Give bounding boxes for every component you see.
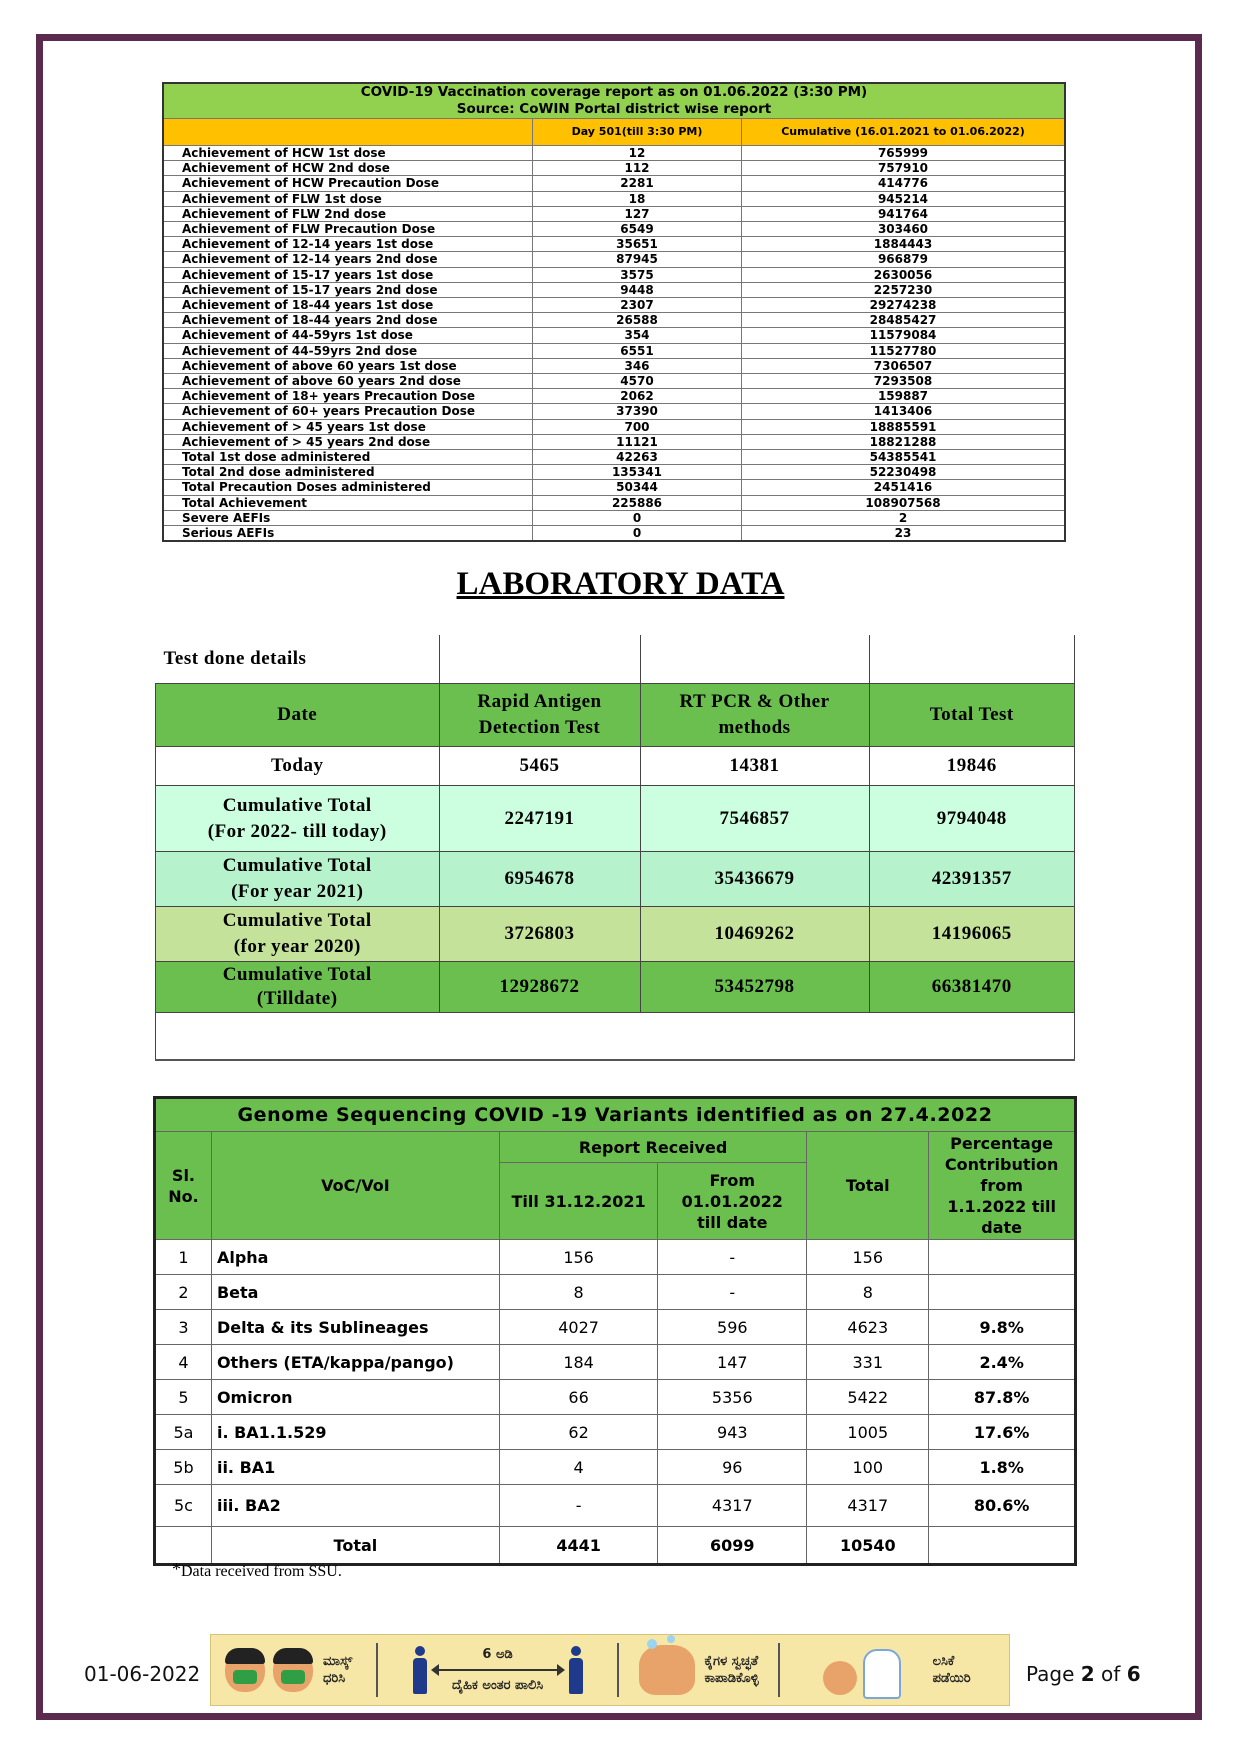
mask-text-line1: ಮಾಸ್ಕ್ — [323, 1654, 353, 1669]
genome-row-till: 4 — [499, 1450, 657, 1485]
vaccination-row-cumulative: 23 — [742, 526, 1066, 542]
lab-row-today — [156, 747, 1075, 786]
vaccination-row-label: Serious AEFIs — [163, 526, 533, 542]
data-source-note — [172, 1559, 342, 1584]
genome-row-pct: 9.8% — [929, 1310, 1076, 1345]
vaccine-text-line1: ಲಸಿಕೆ — [932, 1654, 955, 1669]
footer-page-of: of — [1094, 1662, 1127, 1686]
table-row — [163, 161, 1065, 176]
lab-row-label-line2: (For year 2021) — [231, 881, 364, 902]
vaccination-row-day: 37390 — [533, 404, 742, 419]
handwash-text-line2: ಕಾಪಾಡಿಕೊಳ್ಳಿ — [704, 1671, 759, 1686]
genome-row-name: iii. BA2 — [211, 1485, 499, 1527]
genome-header-from — [658, 1163, 807, 1240]
double-arrow-icon — [433, 1669, 563, 1671]
lab-row-rapid: 5465 — [439, 747, 640, 786]
vaccination-row-cumulative: 2451416 — [742, 480, 1066, 495]
lab-header-rapid-line1: Rapid Antigen — [477, 691, 602, 712]
footer-page-number — [1026, 1662, 1141, 1686]
table-row — [155, 1450, 1076, 1485]
vaccination-row-day: 0 — [533, 526, 742, 542]
genome-row-name: Alpha — [211, 1240, 499, 1275]
lab-row-rapid: 3726803 — [439, 907, 640, 962]
lab-row-rapid: 6954678 — [439, 852, 640, 907]
person-icon — [413, 1646, 427, 1694]
genome-rows — [155, 1240, 1076, 1527]
vaccination-row-label: Achievement of 15-17 years 2nd dose — [163, 282, 533, 297]
table-row — [163, 465, 1065, 480]
vaccination-row-label: Achievement of above 60 years 2nd dose — [163, 374, 533, 389]
masked-face-icon — [273, 1648, 313, 1692]
table-row — [163, 298, 1065, 313]
lab-row-total: 42391357 — [869, 852, 1075, 907]
genome-row-from: 596 — [658, 1310, 807, 1345]
genome-row-till: - — [499, 1485, 657, 1527]
vaccination-row-day: 0 — [533, 510, 742, 525]
vaccination-row-day: 700 — [533, 419, 742, 434]
lab-row-label-line2: (Tilldate) — [256, 988, 338, 1009]
genome-row-pct: 17.6% — [929, 1415, 1076, 1450]
lab-row-rtpcr: 7546857 — [640, 786, 869, 852]
table-row — [163, 510, 1065, 525]
table-row — [163, 313, 1065, 328]
vaccination-row-day: 42263 — [533, 450, 742, 465]
genome-total-total: 10540 — [807, 1527, 929, 1565]
vaccination-header-row — [163, 119, 1065, 146]
table-row — [163, 419, 1065, 434]
vaccination-row-label: Achievement of > 45 years 1st dose — [163, 419, 533, 434]
vaccination-row-day: 35651 — [533, 237, 742, 252]
vaccination-row-label: Achievement of 60+ years Precaution Dose — [163, 404, 533, 419]
vaccination-row-day: 4570 — [533, 374, 742, 389]
vaccination-row-day: 135341 — [533, 465, 742, 480]
mask-text — [323, 1653, 352, 1687]
vaccination-row-day: 18 — [533, 191, 742, 206]
vaccination-row-label: Achievement of HCW 1st dose — [163, 146, 533, 161]
table-row — [163, 328, 1065, 343]
genome-row-total: 5422 — [807, 1380, 929, 1415]
table-row — [163, 495, 1065, 510]
genome-row-sl: 2 — [155, 1275, 212, 1310]
lab-header-rapid — [439, 684, 640, 747]
vaccination-row-label: Achievement of FLW Precaution Dose — [163, 222, 533, 237]
table-row — [163, 191, 1065, 206]
vaccination-row-label: Achievement of HCW Precaution Dose — [163, 176, 533, 191]
lab-row-label — [156, 786, 440, 852]
lab-blank-cell — [156, 1013, 1075, 1061]
lab-row-2022 — [156, 786, 1075, 852]
genome-header-pct-line5: date — [981, 1218, 1023, 1237]
vaccination-row-label: Achievement of 44-59yrs 2nd dose — [163, 343, 533, 358]
genome-row-sl: 5 — [155, 1380, 212, 1415]
genome-row-total: 331 — [807, 1345, 929, 1380]
masked-face-icon — [225, 1648, 265, 1692]
vaccination-row-day: 225886 — [533, 495, 742, 510]
handwash-icon — [639, 1645, 695, 1695]
genome-row-name: ii. BA1 — [211, 1450, 499, 1485]
table-row — [155, 1275, 1076, 1310]
genome-table — [153, 1096, 1077, 1566]
laboratory-heading-text: LABORATORY DATA — [456, 566, 785, 602]
genome-row-from: 943 — [658, 1415, 807, 1450]
lab-blank-row — [156, 1013, 1075, 1061]
genome-row-till: 4027 — [499, 1310, 657, 1345]
table-row — [163, 206, 1065, 221]
vaccination-row-cumulative: 966879 — [742, 252, 1066, 267]
vaccination-row-cumulative: 7293508 — [742, 374, 1066, 389]
vaccination-row-label: Total 2nd dose administered — [163, 465, 533, 480]
distance-bottom-text: ದೈಹಿಕ ಅಂತರ ಪಾಲಿಸಿ — [452, 1678, 544, 1693]
handwash-segment — [619, 1635, 778, 1705]
genome-row-name: Delta & its Sublineages — [211, 1310, 499, 1345]
genome-header-sl-line2: No. — [168, 1186, 199, 1206]
lab-row-rtpcr: 14381 — [640, 747, 869, 786]
genome-row-name: i. BA1.1.529 — [211, 1415, 499, 1450]
footer-page-total: 6 — [1126, 1662, 1141, 1686]
lab-row-tilldate — [156, 962, 1075, 1013]
lab-row-2021 — [156, 852, 1075, 907]
laboratory-table — [155, 635, 1075, 1061]
vaccination-row-cumulative: 52230498 — [742, 465, 1066, 480]
genome-title: Genome Sequencing COVID -19 Variants identified as on 27.4.2022 — [155, 1098, 1076, 1132]
vaccination-row-cumulative: 7306507 — [742, 358, 1066, 373]
genome-row-total: 4623 — [807, 1310, 929, 1345]
genome-total-from: 6099 — [658, 1527, 807, 1565]
lab-row-label-line2: (For 2022- till today) — [207, 820, 387, 842]
lab-row-rtpcr: 35436679 — [640, 852, 869, 907]
genome-row-name: Beta — [211, 1275, 499, 1310]
genome-header-pct — [929, 1132, 1076, 1240]
lab-caption: Test done details — [156, 635, 440, 684]
lab-row-total: 14196065 — [869, 907, 1075, 962]
genome-total-label: Total — [211, 1527, 499, 1565]
genome-row-total: 1005 — [807, 1415, 929, 1450]
lab-row-label — [156, 907, 440, 962]
table-row — [163, 267, 1065, 282]
genome-header-sl — [155, 1132, 212, 1240]
table-row — [163, 146, 1065, 161]
lab-row-rapid: 12928672 — [439, 962, 640, 1013]
vaccination-row-cumulative: 945214 — [742, 191, 1066, 206]
lab-row-label-line1: Cumulative Total — [222, 855, 372, 876]
genome-header-from-line3: till date — [697, 1212, 768, 1232]
vaccination-row-cumulative: 414776 — [742, 176, 1066, 191]
lab-header-rtpcr — [640, 684, 869, 747]
genome-row-pct — [929, 1275, 1076, 1310]
vaccination-row-cumulative: 1884443 — [742, 237, 1066, 252]
genome-row-from: 4317 — [658, 1485, 807, 1527]
lab-header-rapid-line2: Detection Test — [478, 717, 601, 738]
vaccination-col-cumulative: Cumulative (16.01.2021 to 01.06.2022) — [742, 119, 1066, 146]
table-row — [155, 1415, 1076, 1450]
vaccination-title-row — [163, 83, 1065, 119]
vaccination-row-label: Achievement of above 60 years 1st dose — [163, 358, 533, 373]
lab-row-label-line1: Cumulative Total — [222, 794, 372, 816]
genome-row-name: Others (ETA/kappa/pango) — [211, 1345, 499, 1380]
note-star: * — [172, 1559, 181, 1579]
genome-header-from-line1: From — [709, 1170, 756, 1190]
vaccination-row-cumulative: 941764 — [742, 206, 1066, 221]
genome-title-row — [155, 1098, 1076, 1132]
vaccination-col-day: Day 501(till 3:30 PM) — [533, 119, 742, 146]
mask-text-line2: ಧರಿಸಿ — [323, 1671, 346, 1686]
vaccination-row-day: 112 — [533, 161, 742, 176]
genome-row-sl: 5a — [155, 1415, 212, 1450]
vaccination-row-day: 2307 — [533, 298, 742, 313]
genome-row-from: 5356 — [658, 1380, 807, 1415]
vaccination-row-day: 87945 — [533, 252, 742, 267]
vaccination-row-label: Achievement of 44-59yrs 1st dose — [163, 328, 533, 343]
lab-caption-blank-2 — [640, 635, 869, 684]
table-row — [163, 480, 1065, 495]
vaccination-title-line2: Source: CoWIN Portal district wise report — [456, 101, 772, 117]
genome-row-from: - — [658, 1240, 807, 1275]
vaccination-row-label: Achievement of 15-17 years 1st dose — [163, 267, 533, 282]
genome-header-pct-line4: 1.1.2022 till — [947, 1197, 1056, 1216]
genome-total-row — [155, 1527, 1076, 1565]
vaccination-row-day: 2062 — [533, 389, 742, 404]
vaccination-row-day: 354 — [533, 328, 742, 343]
genome-row-sl: 5b — [155, 1450, 212, 1485]
genome-header-pct-line1: Percentage — [950, 1134, 1054, 1153]
distance-segment — [378, 1635, 617, 1705]
vaccination-row-label: Achievement of 12-14 years 2nd dose — [163, 252, 533, 267]
vaccination-row-label: Achievement of 12-14 years 1st dose — [163, 237, 533, 252]
table-row — [155, 1485, 1076, 1527]
vaccination-row-day: 26588 — [533, 313, 742, 328]
genome-header-from-line2: 01.01.2022 — [681, 1191, 783, 1211]
vaccination-row-cumulative: 28485427 — [742, 313, 1066, 328]
mask-segment — [211, 1635, 376, 1705]
lab-row-label-line2: (for year 2020) — [233, 936, 361, 957]
vaccination-row-cumulative: 29274238 — [742, 298, 1066, 313]
genome-row-till: 184 — [499, 1345, 657, 1380]
lab-row-label-line1: Cumulative Total — [222, 964, 372, 985]
vaccination-row-label: Achievement of HCW 2nd dose — [163, 161, 533, 176]
genome-header-row-1 — [155, 1132, 1076, 1163]
person-icon — [569, 1646, 583, 1694]
vaccination-row-cumulative: 1413406 — [742, 404, 1066, 419]
table-row — [163, 176, 1065, 191]
table-row — [155, 1345, 1076, 1380]
table-row — [163, 343, 1065, 358]
vaccination-row-cumulative: 2257230 — [742, 282, 1066, 297]
vaccination-row-label: Severe AEFIs — [163, 510, 533, 525]
table-row — [163, 222, 1065, 237]
vaccination-row-day: 2281 — [533, 176, 742, 191]
table-row — [163, 358, 1065, 373]
lab-row-label-line1: Cumulative Total — [222, 910, 372, 931]
distance-group — [427, 1646, 569, 1694]
footer-page-current: 2 — [1080, 1662, 1095, 1686]
vaccination-header-blank — [163, 119, 533, 146]
note-text: Data received from SSU. — [181, 1563, 342, 1580]
vaccination-rows — [163, 146, 1065, 542]
lab-row-2020 — [156, 907, 1075, 962]
vaccination-row-label: Achievement of 18-44 years 1st dose — [163, 298, 533, 313]
vaccine-text-line2: ಪಡೆಯಿರಿ — [932, 1671, 971, 1686]
table-row — [163, 450, 1065, 465]
lab-row-rtpcr: 10469262 — [640, 907, 869, 962]
lab-row-rapid: 2247191 — [439, 786, 640, 852]
lab-row-label — [156, 852, 440, 907]
laboratory-heading — [0, 566, 1241, 603]
lab-header-date: Date — [156, 684, 440, 747]
vaccination-row-day: 6551 — [533, 343, 742, 358]
genome-total-pct-blank — [929, 1527, 1076, 1565]
genome-row-pct: 1.8% — [929, 1450, 1076, 1485]
vaccination-icon — [819, 1643, 903, 1697]
genome-row-till: 66 — [499, 1380, 657, 1415]
lab-header-total: Total Test — [869, 684, 1075, 747]
genome-row-sl: 4 — [155, 1345, 212, 1380]
vaccine-segment — [780, 1635, 1009, 1705]
vaccination-row-cumulative: 11527780 — [742, 343, 1066, 358]
genome-row-from: - — [658, 1275, 807, 1310]
vaccination-title — [163, 83, 1065, 119]
lab-header-rtpcr-line2: methods — [718, 717, 791, 738]
genome-header-till: Till 31.12.2021 — [499, 1163, 657, 1240]
safety-banner — [210, 1634, 1010, 1706]
vaccination-row-day: 6549 — [533, 222, 742, 237]
vaccination-row-cumulative: 108907568 — [742, 495, 1066, 510]
table-row — [163, 252, 1065, 267]
genome-row-till: 62 — [499, 1415, 657, 1450]
vaccination-row-day: 12 — [533, 146, 742, 161]
genome-header-voc: VoC/VoI — [211, 1132, 499, 1240]
vaccination-table — [162, 82, 1066, 542]
genome-row-name: Omicron — [211, 1380, 499, 1415]
genome-total-blank — [155, 1527, 212, 1565]
genome-row-sl: 1 — [155, 1240, 212, 1275]
table-row — [163, 374, 1065, 389]
vaccination-row-cumulative: 2 — [742, 510, 1066, 525]
vaccination-row-cumulative: 54385541 — [742, 450, 1066, 465]
vaccination-row-day: 9448 — [533, 282, 742, 297]
lab-row-label: Today — [156, 747, 440, 786]
table-row — [163, 389, 1065, 404]
genome-row-from: 96 — [658, 1450, 807, 1485]
table-row — [155, 1240, 1076, 1275]
lab-header-rtpcr-line1: RT PCR & Other — [679, 691, 830, 712]
genome-row-from: 147 — [658, 1345, 807, 1380]
genome-header-pct-line2: Contribution — [944, 1155, 1059, 1174]
lab-caption-blank-1 — [439, 635, 640, 684]
genome-row-pct: 80.6% — [929, 1485, 1076, 1527]
genome-row-pct — [929, 1240, 1076, 1275]
vaccination-row-label: Total Achievement — [163, 495, 533, 510]
vaccination-row-cumulative: 159887 — [742, 389, 1066, 404]
lab-row-total: 9794048 — [869, 786, 1075, 852]
genome-row-total: 4317 — [807, 1485, 929, 1527]
distance-top-text: 6 ಅಡಿ — [482, 1647, 513, 1662]
vaccination-row-label: Achievement of > 45 years 2nd dose — [163, 434, 533, 449]
vaccination-row-cumulative: 2630056 — [742, 267, 1066, 282]
table-row — [163, 526, 1065, 542]
handwash-text — [705, 1653, 759, 1687]
lab-header-row — [156, 684, 1075, 747]
vaccination-row-cumulative: 303460 — [742, 222, 1066, 237]
lab-caption-row — [156, 635, 1075, 684]
genome-row-till: 156 — [499, 1240, 657, 1275]
genome-row-total: 8 — [807, 1275, 929, 1310]
genome-row-sl: 3 — [155, 1310, 212, 1345]
vaccination-row-label: Total 1st dose administered — [163, 450, 533, 465]
genome-row-total: 100 — [807, 1450, 929, 1485]
genome-header-sl-line1: Sl. — [171, 1165, 196, 1185]
table-row — [163, 404, 1065, 419]
vaccination-row-label: Achievement of FLW 2nd dose — [163, 206, 533, 221]
vaccination-row-label: Achievement of 18-44 years 2nd dose — [163, 313, 533, 328]
table-row — [155, 1310, 1076, 1345]
vaccination-row-label: Total Precaution Doses administered — [163, 480, 533, 495]
table-row — [163, 434, 1065, 449]
vaccination-row-cumulative: 18821288 — [742, 434, 1066, 449]
footer-page-prefix: Page — [1026, 1662, 1081, 1686]
genome-header-pct-line3: from — [980, 1176, 1023, 1195]
genome-row-total: 156 — [807, 1240, 929, 1275]
vaccination-row-day: 346 — [533, 358, 742, 373]
genome-header-total: Total — [807, 1132, 929, 1240]
vaccination-row-day: 3575 — [533, 267, 742, 282]
vaccination-row-day: 50344 — [533, 480, 742, 495]
vaccination-row-day: 11121 — [533, 434, 742, 449]
genome-header-report: Report Received — [499, 1132, 806, 1163]
table-row — [155, 1380, 1076, 1415]
vaccination-row-cumulative: 11579084 — [742, 328, 1066, 343]
handwash-text-line1: ಕೈಗಳ ಸ್ವಚ್ಛತೆ — [704, 1654, 759, 1669]
vaccination-row-label: Achievement of 18+ years Precaution Dose — [163, 389, 533, 404]
table-row — [163, 282, 1065, 297]
footer-date: 01-06-2022 — [84, 1662, 201, 1686]
vaccination-row-day: 127 — [533, 206, 742, 221]
lab-caption-blank-3 — [869, 635, 1075, 684]
vaccination-row-label: Achievement of FLW 1st dose — [163, 191, 533, 206]
vaccination-row-cumulative: 18885591 — [742, 419, 1066, 434]
lab-row-total: 19846 — [869, 747, 1075, 786]
genome-row-pct: 2.4% — [929, 1345, 1076, 1380]
vaccination-row-cumulative: 757910 — [742, 161, 1066, 176]
genome-row-sl: 5c — [155, 1485, 212, 1527]
vaccination-row-cumulative: 765999 — [742, 146, 1066, 161]
lab-row-label — [156, 962, 440, 1013]
genome-row-pct: 87.8% — [929, 1380, 1076, 1415]
lab-row-rtpcr: 53452798 — [640, 962, 869, 1013]
vaccine-text — [933, 1653, 971, 1687]
table-row — [163, 237, 1065, 252]
genome-row-till: 8 — [499, 1275, 657, 1310]
lab-row-total: 66381470 — [869, 962, 1075, 1013]
genome-total-till: 4441 — [499, 1527, 657, 1565]
vaccination-title-line1: COVID-19 Vaccination coverage report as on 01.06.2022 (3:30 PM) — [360, 84, 868, 100]
